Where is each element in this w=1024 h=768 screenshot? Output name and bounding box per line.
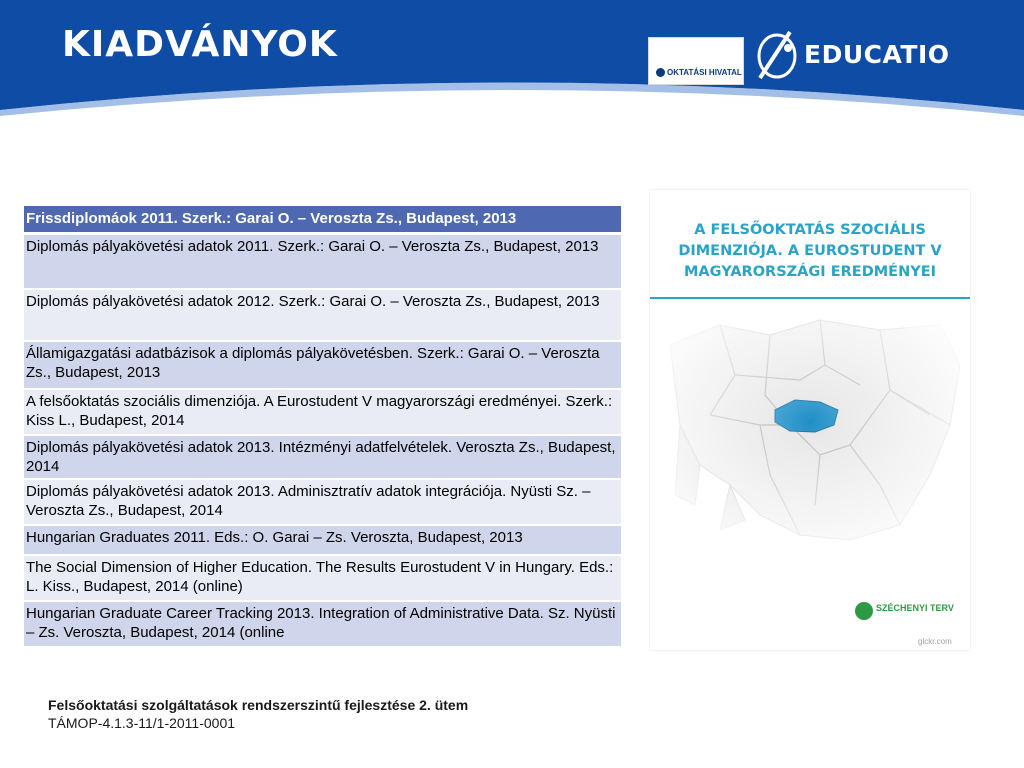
europe-map-image [650, 305, 970, 565]
oktatasi-hivatal-logo-text: OKTATÁSI HIVATAL [667, 68, 742, 77]
table-cell: The Social Dimension of Higher Education. The Results Eurostudent V in Hungary. Eds.: L. Kiss., Budapest, 2014 (online) [24, 555, 621, 601]
table-row [24, 389, 621, 435]
table-header-row [24, 206, 621, 234]
cover-title-line: DIMENZIÓJA. A EUROSTUDENT V [678, 243, 942, 259]
table-cell: Diplomás pályakövetési adatok 2013. Adminisztratív adatok integrációja. Nyüsti Sz. – Veroszta Zs., Budapest, 2014 [24, 479, 621, 525]
book-cover-image [650, 190, 970, 650]
footer-title: Felsőoktatási szolgáltatások rendszerszintű fejlesztése 2. ütem [48, 697, 469, 713]
publications-table [24, 206, 621, 648]
table-row [24, 479, 621, 525]
table-cell: Államigazgatási adatbázisok a diplomás pályakövetésben. Szerk.: Garai O. – Veroszta Zs., Budapest, 2013 [24, 341, 621, 389]
table-row [24, 234, 621, 289]
educatio-logo-mark-icon [752, 26, 802, 86]
educatio-logo [752, 26, 972, 86]
table-header-cell: Frissdiplomáok 2011. Szerk.: Garai O. – Veroszta Zs., Budapest, 2013 [24, 206, 621, 234]
table-cell: Diplomás pályakövetési adatok 2011. Szerk.: Garai O. – Veroszta Zs., Budapest, 2013 [24, 234, 621, 289]
table-cell: Diplomás pályakövetési adatok 2013. Intézményi adatfelvételek. Veroszta Zs., Budapest, 2014 [24, 435, 621, 479]
table-row [24, 525, 621, 555]
oktatasi-hivatal-logo-mark-icon [656, 68, 665, 77]
footer-code: TÁMOP-4.1.3-11/1-2011-0001 [48, 715, 236, 731]
table-row [24, 341, 621, 389]
oktatasi-hivatal-logo [648, 37, 744, 85]
table-cell: Hungarian Graduate Career Tracking 2013. Integration of Administrative Data. Sz. Nyüsti – Zs. Veroszta, Budapest, 2014 (online [24, 601, 621, 647]
educatio-logo-text: EDUCATIO [804, 40, 950, 69]
cover-logo-text: SZÉCHENYI TERV [876, 603, 954, 613]
table-cell: Hungarian Graduates 2011. Eds.: O. Garai – Zs. Veroszta, Budapest, 2013 [24, 525, 621, 555]
table-row [24, 555, 621, 601]
page-title: KIADVÁNYOK [62, 24, 338, 65]
table-cell: Diplomás pályakövetési adatok 2012. Szerk.: Garai O. – Veroszta Zs., Budapest, 2013 [24, 289, 621, 341]
cover-divider [650, 297, 970, 299]
table-row [24, 601, 621, 647]
szechenyi-terv-logo-icon [855, 602, 873, 620]
cover-title-line: A FELSŐOKTATÁS SZOCIÁLIS [694, 222, 926, 238]
table-row [24, 289, 621, 341]
table-cell: A felsőoktatás szociális dimenziója. A Eurostudent V magyarországi eredményei. Szerk.: Kiss L., Budapest, 2014 [24, 389, 621, 435]
cover-credit: glckr.com [918, 637, 952, 646]
cover-title-line: MAGYARORSZÁGI EREDMÉNYEI [683, 264, 937, 280]
table-row [24, 435, 621, 479]
cover-title [650, 220, 970, 283]
